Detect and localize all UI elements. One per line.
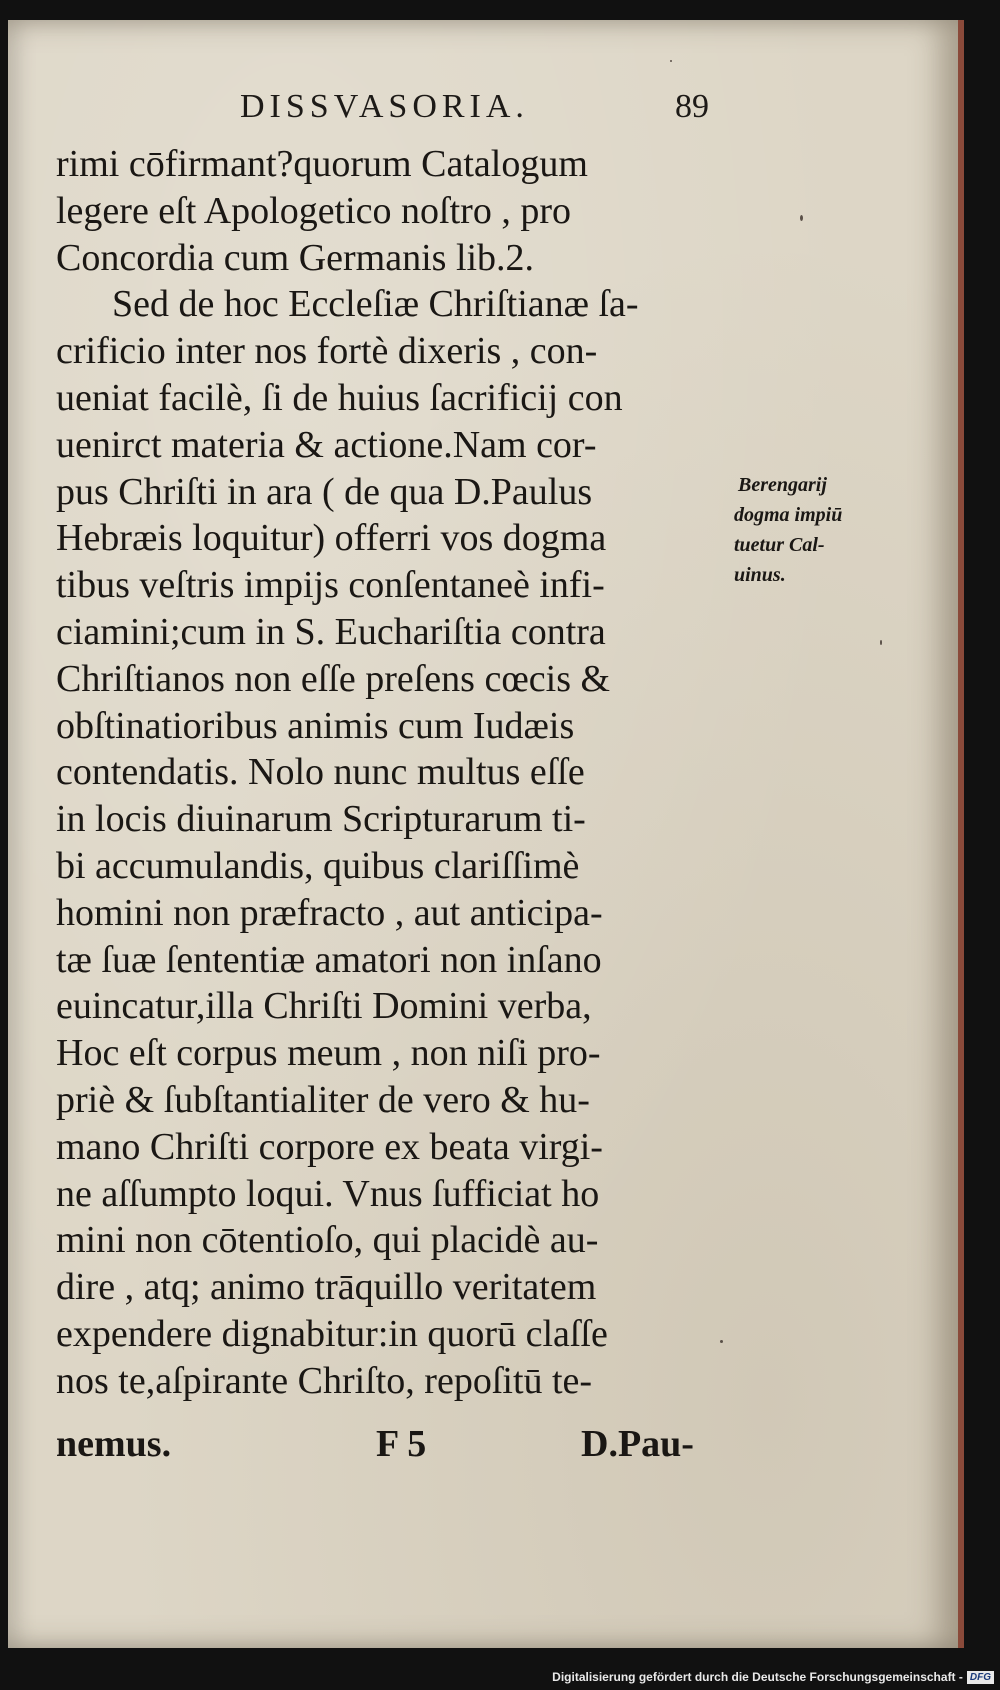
- page-edge: [958, 20, 964, 1648]
- paper-speck: [880, 640, 882, 645]
- text-line: rimi cōfirmant?quorum Catalogum: [56, 143, 588, 185]
- text-line: dire , atq; animo trāquillo veritatem: [56, 1266, 597, 1309]
- paper-speck: [720, 1340, 723, 1343]
- text-line: priè & ſubſtantialiter de vero & hu-: [56, 1078, 590, 1121]
- marginal-note-line: tuetur Cal-: [734, 534, 825, 556]
- text-line: mini non cōtentioſo, qui placidè au-: [56, 1219, 599, 1262]
- main-text-block: [56, 141, 756, 1405]
- text-line: nos te,aſpirante Chriſto, repoſitū te-: [56, 1359, 593, 1402]
- text-line: homini non præfracto , aut anticipa-: [56, 891, 603, 934]
- page-number: 89: [675, 88, 709, 125]
- text-line: tibus veſtris impijs conſentaneè infi-: [56, 564, 605, 607]
- running-head: DISSVASORIA.: [240, 88, 529, 125]
- marginal-note: [734, 470, 842, 590]
- credit-text: Digitalisierung gefördert durch die Deutsche Forschungsgemeinschaft -: [552, 1670, 963, 1684]
- text-line: Sed de hoc Eccleſiæ Chriſtianæ ſa-: [112, 283, 639, 326]
- text-line: uenirct materia & actione.Nam cor-: [56, 423, 597, 466]
- signature-mark: F 5: [376, 1423, 427, 1465]
- marginal-note-line: uinus.: [734, 564, 786, 586]
- text-line: ciamini;cum in S. Euchariſtia contra: [56, 610, 606, 653]
- text-line: mano Chriſti corpore ex beata virgi-: [56, 1125, 603, 1168]
- text-line: euincatur,illa Chriſti Domini verba,: [56, 985, 592, 1028]
- dfg-logo: DFG: [967, 1671, 994, 1684]
- paper-speck: [800, 215, 803, 221]
- text-line: contendatis. Nolo nunc multus eſſe: [56, 751, 585, 794]
- text-line: expendere dignabitur:in quorū claſſe: [56, 1312, 608, 1355]
- page-footer: [56, 1422, 716, 1472]
- text-line: Hebræis loquitur) offerri vos dogma: [56, 517, 607, 560]
- digitization-credit: [552, 1670, 994, 1684]
- text-line: tæ ſuæ ſententiæ amatori non inſano: [56, 938, 602, 981]
- marginal-note-line: Berengarij: [738, 474, 827, 496]
- catchword: D.Pau-: [581, 1423, 694, 1465]
- text-line: in locis diuinarum Scripturarum ti-: [56, 798, 586, 841]
- text-line: obſtinatioribus animis cum Iudæis: [56, 704, 575, 747]
- text-line: pus Chriſti in ara ( de qua D.Paulus: [56, 470, 593, 513]
- marginal-note-line: dogma impiū: [734, 504, 843, 526]
- text-line: Hoc eſt corpus meum , non niſi pro-: [56, 1032, 601, 1075]
- paper-speck: [670, 60, 672, 62]
- text-line: Concordia cum Germanis lib.2.: [56, 236, 535, 279]
- text-line: ueniat facilè, ſi de huius ſacrificij con: [56, 376, 623, 419]
- text-line: legere eſt Apologetico noſtro , pro: [56, 189, 571, 232]
- text-line: Chriſtianos non eſſe preſens cœcis &: [56, 657, 611, 700]
- text-line: crificio inter nos fortè dixeris , con-: [56, 330, 598, 373]
- text-line: bi accumulandis, quibus clariſſimè: [56, 844, 580, 887]
- last-word: nemus.: [56, 1423, 172, 1465]
- text-line: ne aſſumpto loqui. Vnus ſufficiat ho: [56, 1172, 600, 1215]
